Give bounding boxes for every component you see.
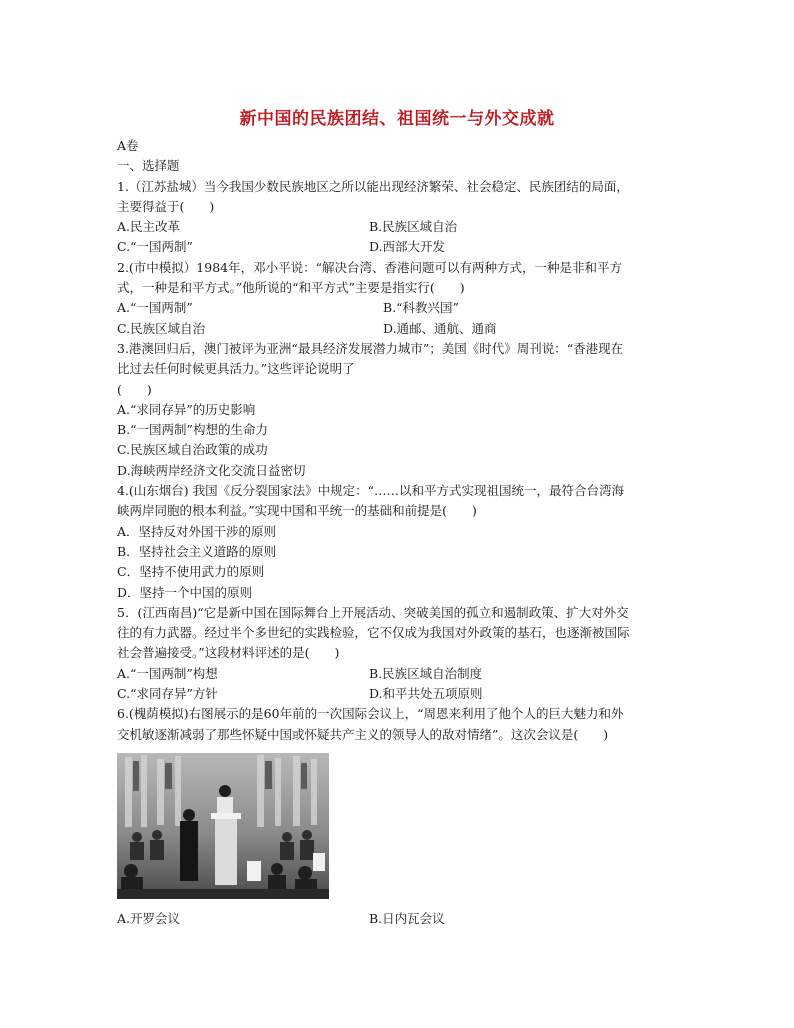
q1-options-row2 (117, 237, 687, 257)
q3-stem-line1: 3.港澳回归后，澳门被评为亚洲“最具经济发展潜力城市”；美国《时代》周刊说：“香港现在 (117, 340, 624, 356)
q5-option-c: C.“求同存异”方针 (117, 686, 218, 702)
q5-stem-line3: 社会普遍接受。”这段材料评述的是( ) (117, 645, 340, 661)
q5-option-b: B.民族区域自治制度 (369, 665, 483, 681)
q1-option-a: A.民主改革 (117, 219, 181, 235)
q1-option-d: D.西部大开发 (369, 239, 446, 255)
q6-options-row1 (117, 909, 687, 929)
q6-option-b: B.日内瓦会议 (369, 910, 445, 926)
conference-photo (117, 753, 329, 899)
q2-option-b: B.“科教兴国” (383, 300, 459, 316)
part-heading: 一、选择题 (117, 158, 180, 174)
q2-stem-line2: 式，一种是和平方式。”他所说的“和平方式”主要是指实行( ) (117, 280, 465, 296)
q2-stem-line1: 2.(市中模拟）1984年，邓小平说：“解决台湾、香港问题可以有两种方式，一种是非和平方 (117, 259, 623, 275)
q1-stem-line1: 1.（江苏盐城）当今我国少数民族地区之所以能出现经济繁荣、社会稳定、民族团结的局面， (117, 178, 629, 194)
q2-option-a: A.“一国两制” (117, 300, 193, 316)
q6-option-a: A.开罗会议 (117, 910, 181, 926)
q1-options-row1 (117, 217, 687, 237)
q4-option-d: D．坚持一个中国的原则 (117, 584, 253, 600)
q5-option-a: A.“一国两制”构想 (117, 665, 218, 681)
q4-stem-line2: 峡两岸同胞的根本利益。”实现中国和平统一的基础和前提是( ) (117, 503, 477, 519)
q4-option-a: A．坚持反对外国干涉的原则 (117, 523, 277, 539)
q1-option-b: B.民族区域自治 (369, 219, 458, 235)
q2-option-d: D.通邮、通航、通商 (383, 320, 497, 336)
q2-option-c: C.民族区域自治 (117, 320, 206, 336)
conference-photo-drawing (117, 753, 329, 899)
q4-stem-line1: 4.(山东烟台) 我国《反分裂国家法》中规定：“……以和平方式实现祖国统一，最符合台湾海 (117, 483, 625, 499)
section-label: A卷 (117, 138, 139, 153)
q5-option-d: D.和平共处五项原则 (369, 686, 483, 702)
q3-option-b: B.“一国两制”构想的生命力 (117, 422, 268, 438)
q3-answer-paren: ( ) (117, 381, 152, 397)
q6-stem-line2: 交机敏逐渐减弱了那些怀疑中国或怀疑共产主义的领导人的敌对情绪”。这次会议是( ) (117, 726, 609, 742)
q4-option-c: C．坚持不使用武力的原则 (117, 564, 265, 580)
q5-stem-line1: 5．(江西南昌)“它是新中国在国际舞台上开展活动、突破美国的孤立和遏制政策、扩大对外交 (117, 604, 629, 620)
q2-options-row2 (117, 319, 687, 339)
q2-options-row1 (117, 298, 687, 318)
q3-option-a: A.“求同存异”的历史影响 (117, 401, 256, 417)
question-body (117, 136, 687, 929)
q3-stem-line2: 比过去任何时候更具活力。”这些评论说明了 (117, 361, 355, 377)
q1-option-c: C.“一国两制” (117, 239, 193, 255)
q3-option-c: C.民族区域自治政策的成功 (117, 442, 268, 458)
q3-option-d: D.海峡两岸经济文化交流日益密切 (117, 462, 306, 478)
q5-options-row2 (117, 684, 687, 704)
q4-option-b: B．坚持社会主义道路的原则 (117, 543, 277, 559)
q5-stem-line2: 往的有力武器。经过半个多世纪的实践检验，它不仅成为我国对外政策的基石，也逐渐被国际 (117, 625, 630, 641)
q5-options-row1 (117, 664, 687, 684)
q1-stem-line2: 主要得益于( ) (117, 198, 215, 214)
page-title: 新中国的民族团结、祖国统一与外交成就 (239, 109, 555, 129)
q6-stem-line1: 6.(槐荫模拟)右图展示的是60年前的一次国际会议上，“周恩来利用了他个人的巨大魅力和外 (117, 706, 624, 722)
